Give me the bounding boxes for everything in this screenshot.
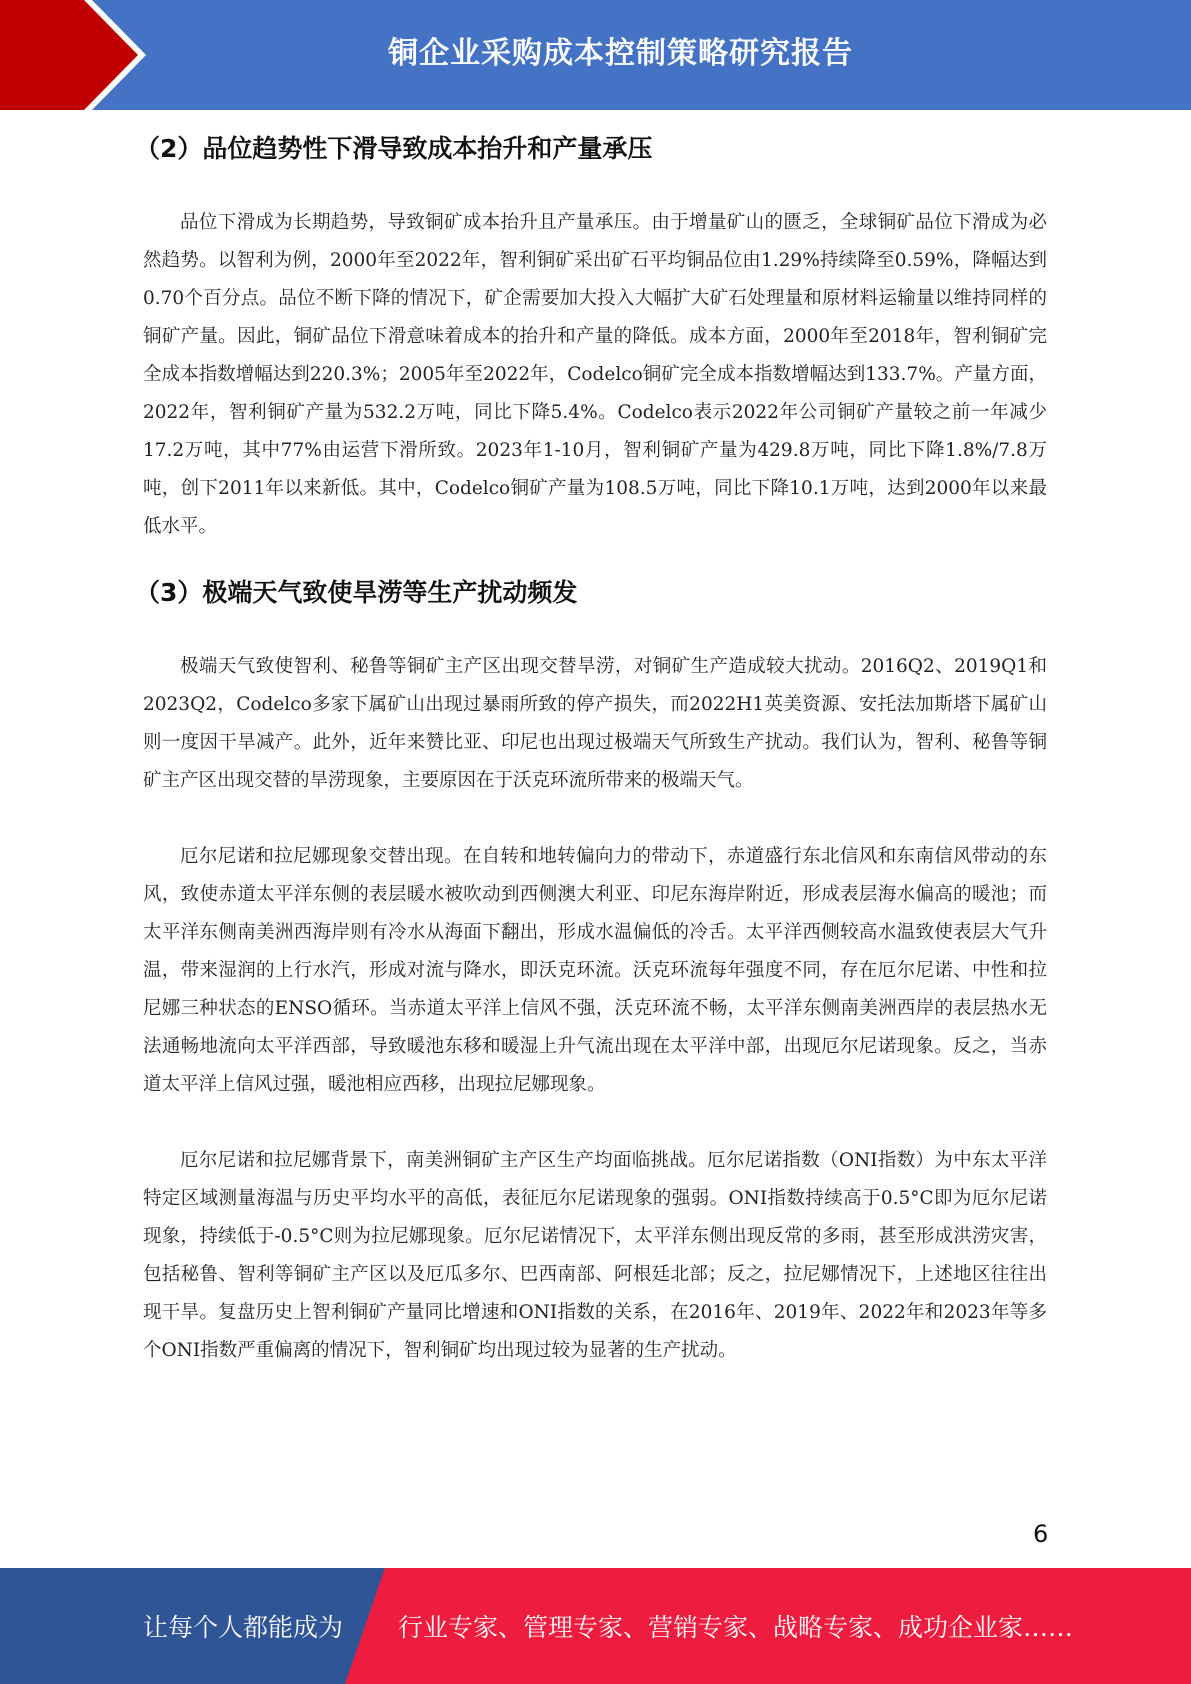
footer-slogan-right: 行业专家、管理专家、营销专家、战略专家、成功企业家…… — [398, 1613, 1074, 1642]
document-body — [135, 110, 1047, 1370]
header-title: 铜企业采购成本控制策略研究报告 — [388, 36, 853, 71]
section-heading: （3）极端天气致使旱涝等生产扰动频发 — [135, 578, 578, 607]
paragraph: 品位下滑成为长期趋势，导致铜矿成本抬升且产量承压。由于增量矿山的匮乏，全球铜矿品位下滑成为必然趋势。以智利为例，2000年至2022年，智利铜矿采出矿石平均铜品位由1.29%持续降至0.59%，降幅达到0.70个百分点。品位不断下降的情况下，矿企需要加大投入大幅扩大矿石处理量和原材料运输量以维持同样的铜矿产量。因此，铜矿品位下滑意味着成本的抬升和产量的降低。成本方面，2000年至2018年，智利铜矿完全成本指数增幅达到220.3%；2005年至2022年，Codelco铜矿完全成本指数增幅达到133.7%。产量方面，2022年，智利铜矿产量为532.2万吨，同比下降5.4%。Codelco表示2022年公司铜矿产量较之前一年减少17.2万吨，其中77%由运营下滑所致。2023年1-10月，智利铜矿产量为429.8万吨，同比下降1.8%/7.8万吨，创下2011年以来新低。其中，Codelco铜矿产量为108.5万吨，同比下降10.1万吨，达到2000年以来最低水平。 — [143, 212, 1047, 537]
page-footer — [0, 1568, 1191, 1684]
paragraph: 厄尔尼诺和拉尼娜现象交替出现。在自转和地转偏向力的带动下，赤道盛行东北信风和东南信风带动的东风，致使赤道太平洋东侧的表层暖水被吹动到西侧澳大利亚、印尼东海岸附近，形成表层海水偏高的暖池；而太平洋东侧南美洲西海岸则有冷水从海面下翻出，形成水温偏低的冷舌。太平洋西侧较高水温致使表层大气升温，带来湿润的上行水汽，形成对流与降水，即沃克环流。沃克环流每年强度不同，存在厄尔尼诺、中性和拉尼娜三种状态的ENSO循环。当赤道太平洋上信风不强，沃克环流不畅，太平洋东侧南美洲西岸的表层热水无法通畅地流向太平洋西部，导致暖池东移和暖湿上升气流出现在太平洋中部，出现厄尔尼诺现象。反之，当赤道太平洋上信风过强，暖池相应西移，出现拉尼娜现象。 — [143, 846, 1047, 1095]
page-header — [0, 0, 1191, 110]
section-heading: （2）品位趋势性下滑导致成本抬升和产量承压 — [135, 134, 653, 163]
paragraph: 极端天气致使智利、秘鲁等铜矿主产区出现交替旱涝，对铜矿生产造成较大扰动。2016Q2、2019Q1和2023Q2，Codelco多家下属矿山出现过暴雨所致的停产损失，而2022H1英美资源、安托法加斯塔下属矿山则一度因干旱减产。此外，近年来赞比亚、印尼也出现过极端天气所致生产扰动。我们认为，智利、秘鲁等铜矿主产区出现交替的旱涝现象，主要原因在于沃克环流所带来的极端天气。 — [143, 656, 1047, 791]
paragraph: 厄尔尼诺和拉尼娜背景下，南美洲铜矿主产区生产均面临挑战。厄尔尼诺指数（ONI指数）为中东太平洋特定区域测量海温与历史平均水平的高低，表征厄尔尼诺现象的强弱。ONI指数持续高于0.5°C即为厄尔尼诺现象，持续低于-0.5°C则为拉尼娜现象。厄尔尼诺情况下，太平洋东侧出现反常的多雨，甚至形成洪涝灾害，包括秘鲁、智利等铜矿主产区以及厄瓜多尔、巴西南部、阿根廷北部；反之，拉尼娜情况下，上述地区往往出现干旱。复盘历史上智利铜矿产量同比增速和ONI指数的关系，在2016年、2019年、2022年和2023年等多个ONI指数严重偏离的情况下，智利铜矿均出现过较为显著的生产扰动。 — [143, 1150, 1047, 1361]
footer-slogan-left: 让每个人都能成为 — [143, 1613, 344, 1642]
page-number: 6 — [1033, 1520, 1049, 1548]
